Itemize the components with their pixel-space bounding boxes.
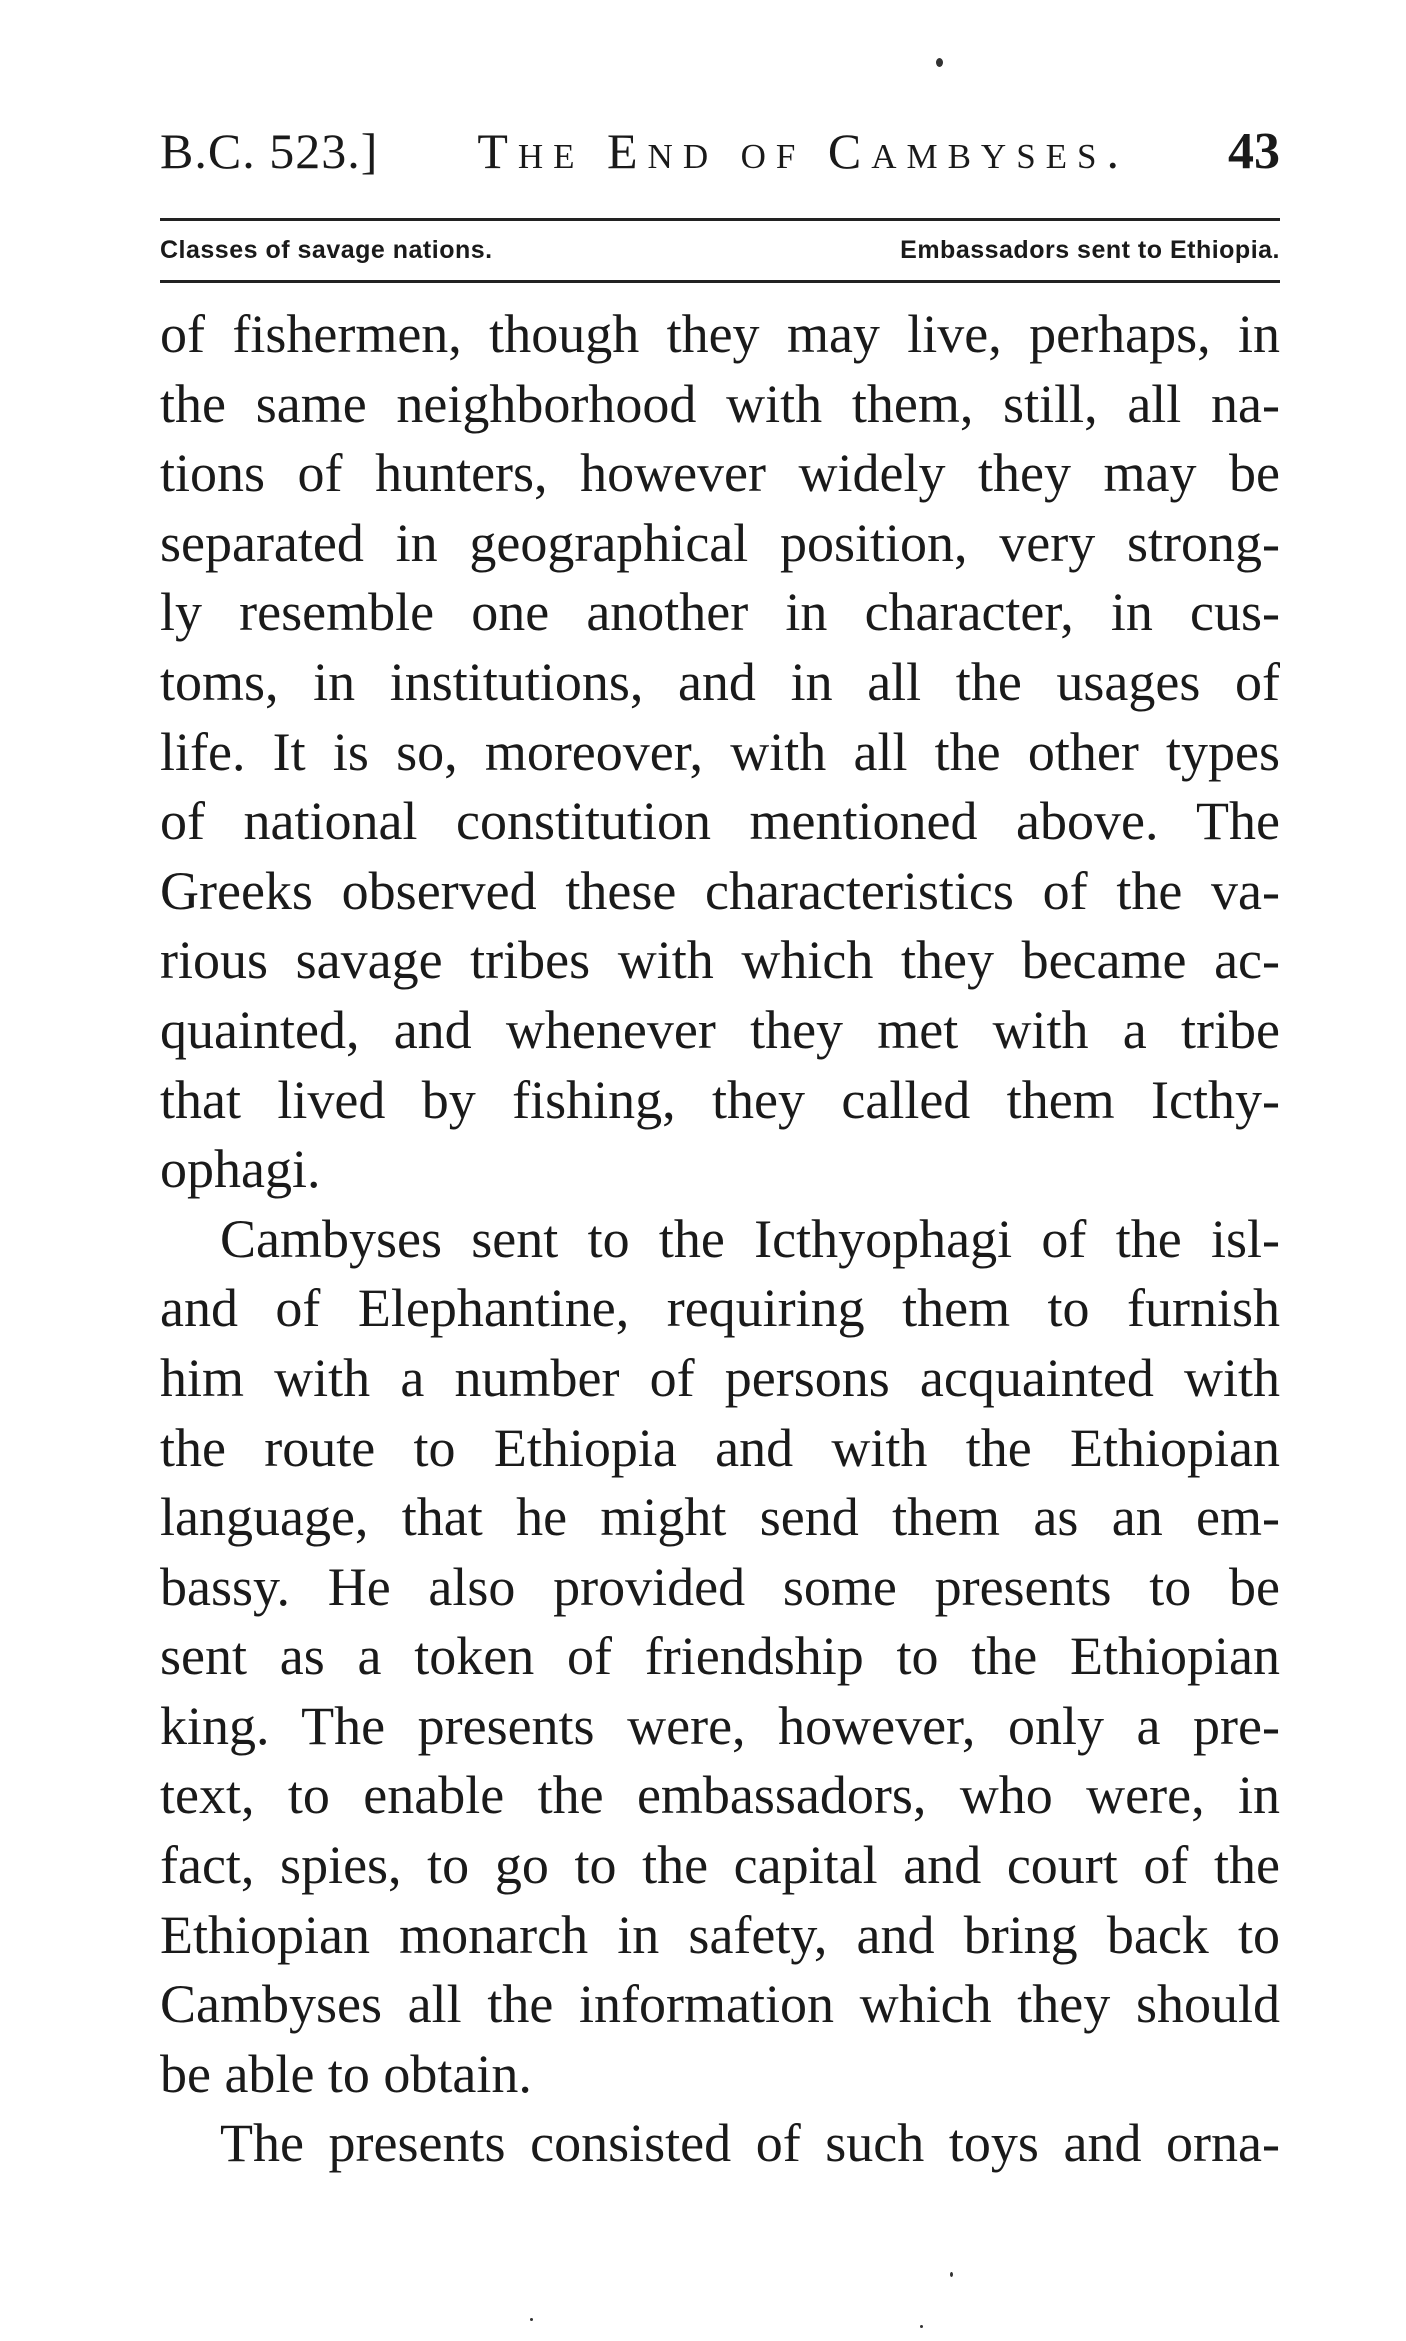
ink-speck [936, 58, 943, 67]
text-line: tions of hunters, however widely they may be [160, 443, 1280, 504]
header-rule-bottom [160, 280, 1280, 283]
paragraph-3 [160, 2109, 1280, 2179]
text-line: separated in geographical position, very strong- [160, 512, 1280, 573]
text-line: of national constitution mentioned above. The [160, 791, 1280, 852]
subhead-right: Embassadors sent to Ethiopia. [900, 235, 1280, 264]
text-line: language, that he might send them as an em- [160, 1487, 1280, 1548]
text-line: The presents consisted of such toys and orna- [220, 2113, 1280, 2174]
paragraph-2 [160, 1205, 1280, 2110]
text-line: king. The presents were, however, only a pre- [160, 1695, 1280, 1756]
text-line: of fishermen, though they may live, perhaps, in [160, 304, 1280, 364]
text-line: ly resemble one another in character, in cus- [160, 582, 1280, 643]
text-line: bassy. He also provided some presents to be [160, 1556, 1280, 1617]
text-line: sent as a token of friendship to the Ethiopian [160, 1626, 1280, 1687]
text-line: that lived by fishing, they called them Icthy- [160, 1069, 1280, 1130]
text-line: rious savage tribes with which they became ac- [160, 930, 1280, 991]
ink-speck [920, 2325, 923, 2328]
text-line: be able to obtain. [160, 2043, 532, 2104]
text-line: Ethiopian monarch in safety, and bring back to [160, 1904, 1280, 1965]
paragraph-1 [160, 300, 1280, 1205]
text-line: fact, spies, to go to the capital and court of the [160, 1835, 1280, 1896]
text-line: the same neighborhood with them, still, all na- [160, 373, 1280, 434]
text-line: Cambyses all the information which they should [160, 1974, 1280, 2035]
marginal-subheads [160, 230, 1280, 270]
text-line: life. It is so, moreover, with all the other types [160, 721, 1280, 782]
text-line: Greeks observed these characteristics of the va- [160, 860, 1280, 921]
ink-speck [530, 2318, 533, 2321]
text-line: him with a number of persons acquainted with [160, 1347, 1280, 1408]
ink-speck [950, 2272, 953, 2277]
running-head [160, 122, 1280, 194]
subhead-left: Classes of savage nations. [160, 235, 493, 264]
text-line: toms, in institutions, and in all the usages of [160, 651, 1280, 712]
book-page [160, 0, 1280, 2341]
text-line: and of Elephantine, requiring them to furnish [160, 1278, 1280, 1339]
page-number: 43 [1227, 123, 1280, 180]
header-rule-top [160, 218, 1280, 221]
running-head-date: B.C. 523.] [160, 123, 379, 179]
text-line: the route to Ethiopia and with the Ethiopian [160, 1417, 1280, 1478]
body-text [160, 300, 1280, 2179]
text-line: quainted, and whenever they met with a tribe [160, 999, 1280, 1060]
text-line: Cambyses sent to the Icthyophagi of the isl- [220, 1208, 1280, 1269]
running-head-title: The End of Cambyses. [477, 123, 1130, 179]
text-line: ophagi. [160, 1139, 321, 1200]
text-line: text, to enable the embassadors, who were, in [160, 1765, 1280, 1826]
